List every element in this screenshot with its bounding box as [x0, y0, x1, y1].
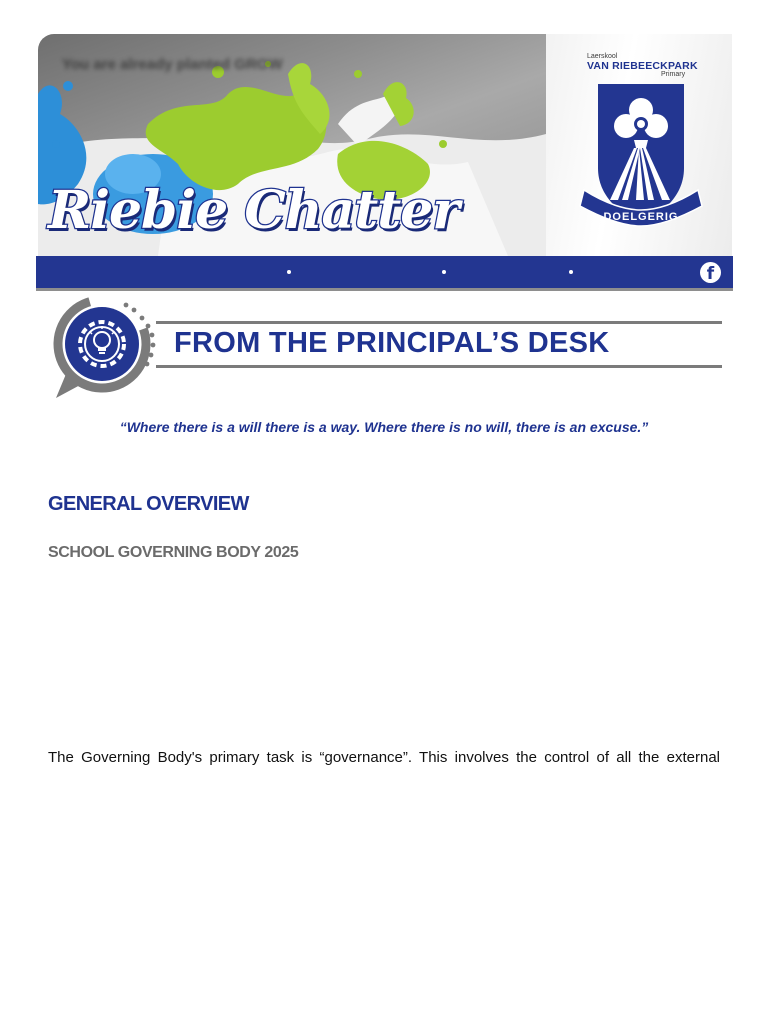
nav-separator-dot: [442, 270, 446, 274]
logo-suffix: Primary: [661, 71, 686, 78]
header-banner: [38, 34, 732, 256]
header-rule-top: [156, 321, 722, 324]
school-crest-icon: [576, 82, 706, 232]
banner-photo: [38, 34, 546, 256]
section-title: FROM THE PRINCIPAL’S DESK: [174, 327, 610, 359]
nav-separator-dot: [569, 270, 573, 274]
navigation-bar: [36, 256, 733, 291]
governing-body-subheading: SCHOOL GOVERNING BODY 2025: [48, 544, 299, 561]
lightbulb-gear-icon: [44, 294, 164, 404]
school-logo-panel: [546, 34, 732, 256]
crest-motto: DOELGERIG: [603, 211, 679, 223]
facebook-icon[interactable]: f: [700, 262, 721, 283]
header-rule-bottom: [156, 365, 722, 368]
section-header: [44, 294, 724, 404]
general-overview-heading: GENERAL OVERVIEW: [48, 493, 249, 515]
logo-school-name: VAN RIEBEECKPARK: [587, 60, 698, 72]
body-paragraph: The Governing Body's primary task is “governance”. This involves the control of all the external: [48, 749, 720, 766]
nav-separator-dot: [287, 270, 291, 274]
background-text: You are already planted GROW: [62, 56, 283, 73]
masthead-title: Riebie Chatter: [48, 180, 459, 241]
logo-prefix: Laerskool: [587, 53, 618, 60]
principal-quote: “Where there is a will there is a way. Where there is no will, there is an excuse.”: [119, 419, 649, 435]
